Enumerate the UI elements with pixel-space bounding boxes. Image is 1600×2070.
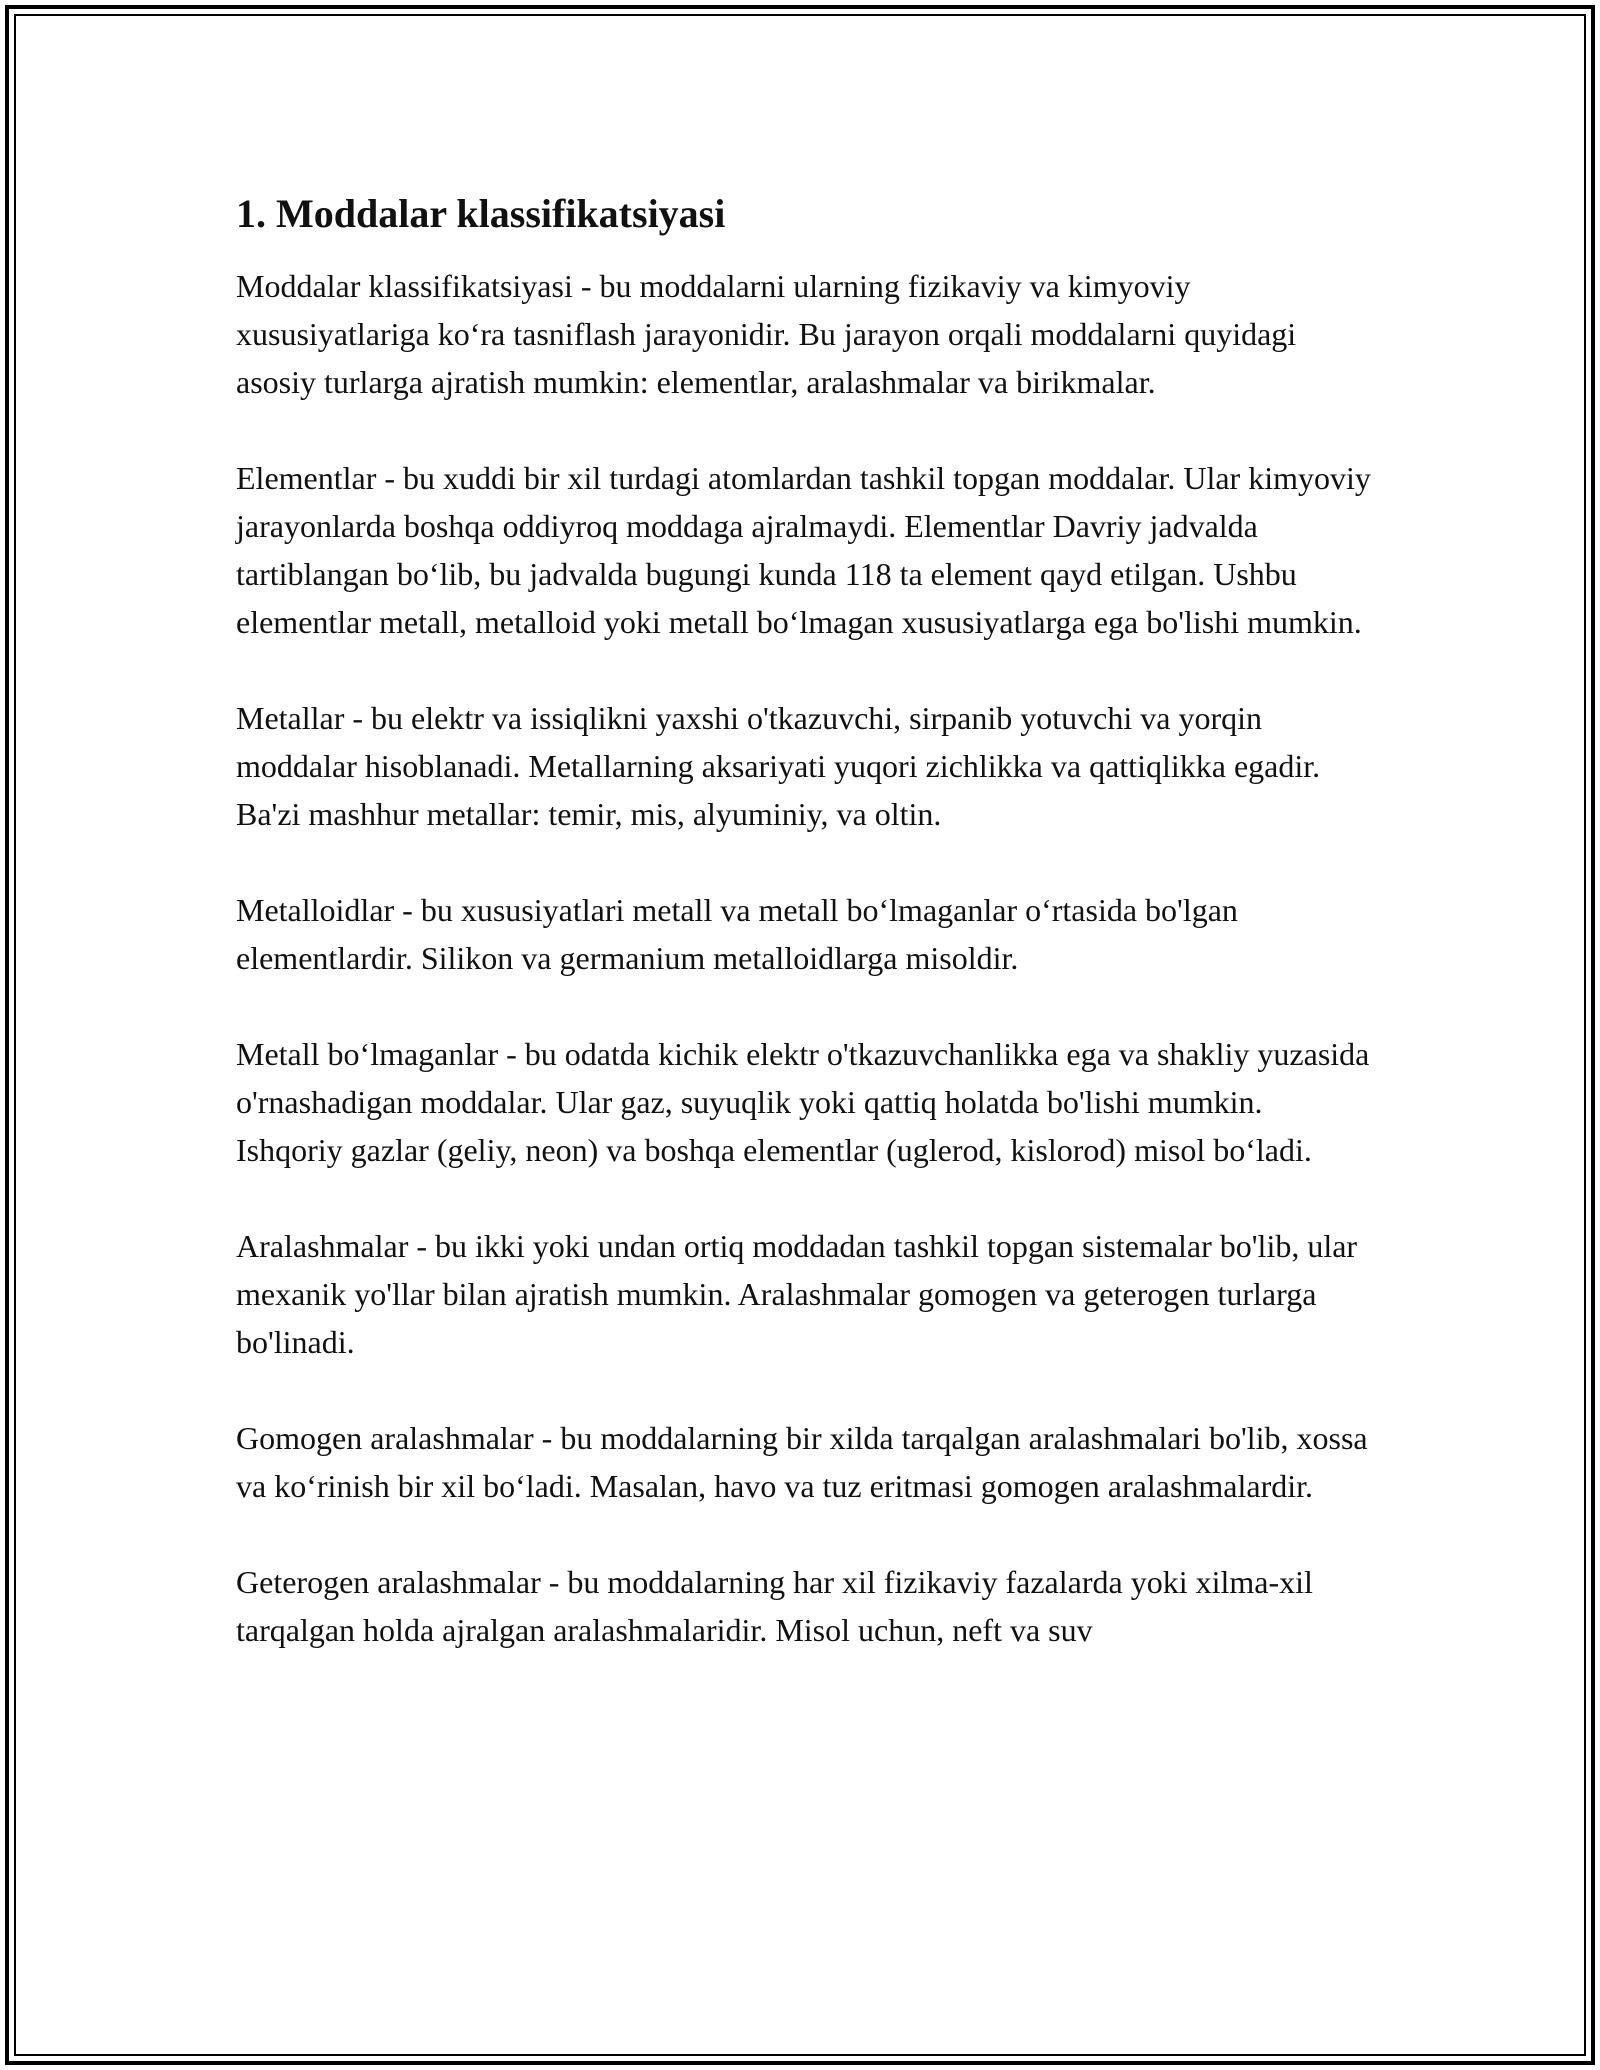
paragraph-classification: Moddalar klassifikatsiyasi - bu moddalarni ularning fizikaviy va kimyoviy xususiyatlariga ko‘ra tasniflash jarayonidir. Bu jarayon orqali moddalarni quyidagi asosiy turlarga ajratish mumkin: elementlar, aralashmalar va birikmalar. (236, 268, 1297, 400)
paragraph-nonmetals: Metall bo‘lmaganlar - bu odatda kichik elektr o'tkazuvchanlikka ega va shakliy yuzasida o'rnashadigan moddalar. Ular gaz, suyuqlik yoki qattiq holatda bo'lishi mumkin. Ishqoriy gazlar (geliy, neon) va boshqa elementlar (uglerod, kislorod) misol bo‘ladi. (236, 1036, 1370, 1168)
section-heading: 1. Moddalar klassifikatsiyasi (236, 191, 726, 236)
paragraph-metals: Metallar - bu elektr va issiqlikni yaxshi o'tkazuvchi, sirpanib yotuvchi va yorqin moddalar hisoblanadi. Metallarning aksariyati yuqori zichlikka va qattiqlikka egadir. Ba'zi mashhur metallar: temir, mis, alyuminiy, va oltin. (236, 700, 1321, 832)
paragraph-heterogeneous: Geterogen aralashmalar - bu moddalarning har xil fizikaviy fazalarda yoki xilma-xil tarqalgan holda ajralgan aralashmalaridir. Misol uchun, neft va suv (236, 1564, 1313, 1648)
paragraph-homogeneous: Gomogen aralashmalar - bu moddalarning bir xilda tarqalgan aralashmalari bo'lib, xossa va ko‘rinish bir xil bo‘ladi. Masalan, havo va tuz eritmasi gomogen aralashmalardir. (236, 1420, 1368, 1504)
paragraph-metalloids: Metalloidlar - bu xususiyatlari metall va metall bo‘lmaganlar o‘rtasida bo'lgan elementlardir. Silikon va germanium metalloidlarga misoldir. (236, 892, 1238, 976)
document-body (236, 188, 1376, 1654)
paragraph-elements: Elementlar - bu xuddi bir xil turdagi atomlardan tashkil topgan moddalar. Ular kimyoviy jarayonlarda boshqa oddiyroq moddaga ajralmaydi. Elementlar Davriy jadvalda tartiblangan bo‘lib, bu jadvalda bugungi kunda 118 ta element qayd etilgan. Ushbu elementlar metall, metalloid yoki metall bo‘lmagan xususiyatlarga ega bo'lishi mumkin. (236, 460, 1371, 640)
paragraph-mixtures: Aralashmalar - bu ikki yoki undan ortiq moddadan tashkil topgan sistemalar bo'lib, ular mexanik yo'llar bilan ajratish mumkin. Aralashmalar gomogen va geterogen turlarga bo'linadi. (236, 1228, 1358, 1360)
